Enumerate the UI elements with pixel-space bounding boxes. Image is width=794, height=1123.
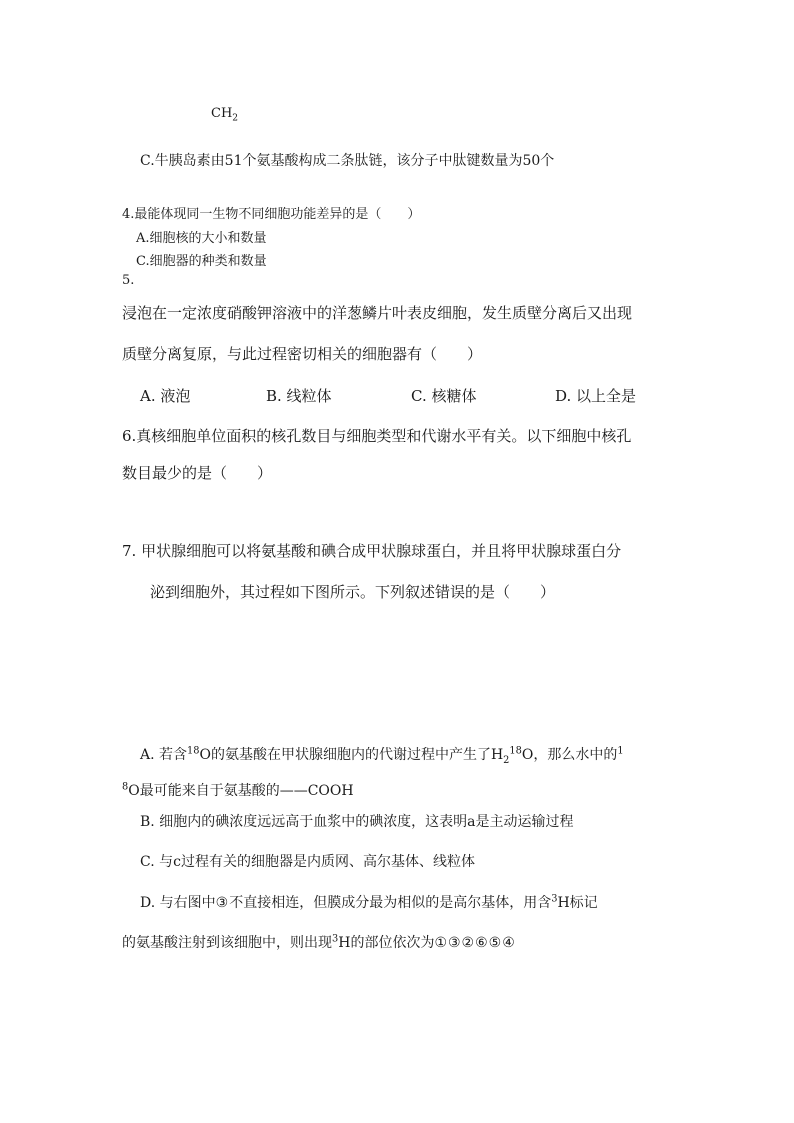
q3-option-c: C.牛胰岛素由51个氨基酸构成二条肽链，该分子中肽键数量为50个 [140, 153, 555, 169]
q7-option-a-text4: O最可能来自于氨基酸的——COOH [128, 783, 354, 799]
q7-option-a-line1 [140, 744, 624, 766]
water-subscript: 2 [503, 754, 510, 766]
q5-option-a: A. 液泡 [140, 387, 191, 405]
q5-stem-line2: 质壁分离复原，与此过程密切相关的细胞器有（ ） [122, 345, 483, 363]
formula-base: CH [211, 106, 233, 121]
q7-option-d-line1 [140, 892, 598, 912]
q7-option-c: C. 与c过程有关的细胞器是内质网、高尔基体、线粒体 [140, 854, 475, 870]
isotope-sup: 18 [187, 745, 200, 757]
q7-option-d-text5: H的部位依次为 [338, 935, 435, 951]
circled-number: ③ [215, 895, 230, 911]
q7-option-d-text4: 的氨基酸注射到该细胞中，则出现 [122, 935, 332, 951]
q7-option-d-text3: H标记 [557, 895, 598, 911]
q7-stem-line2: 泌到细胞外，其过程如下图所示。下列叙述错误的是（ ） [150, 583, 556, 601]
q5-option-d: D. 以上全是 [555, 387, 637, 405]
q4-option-a: A.细胞核的大小和数量 [136, 231, 267, 246]
circled-sequence: ①③②⑥⑤④ [434, 935, 516, 951]
q5-number: 5. [122, 273, 135, 288]
isotope-sup: 1 [617, 745, 624, 757]
q6-stem-line2: 数目最少的是（ ） [122, 464, 273, 482]
q4-stem: 4.最能体现同一生物不同细胞功能差异的是（ ） [122, 207, 421, 222]
q5-option-b: B. 线粒体 [266, 387, 332, 405]
q7-option-d-text1: D. 与右图中 [140, 895, 216, 911]
q7-option-a-text3: O，那么水中的 [521, 747, 618, 763]
isotope-sup: 8 [122, 781, 129, 793]
q5-option-c: C. 核糖体 [411, 387, 477, 405]
formula-ch2 [211, 106, 238, 124]
q7-option-a-line2 [122, 780, 354, 800]
q5-options [140, 385, 680, 407]
q5-stem-line1: 浸泡在一定浓度硝酸钾溶液中的洋葱鳞片叶表皮细胞，发生质壁分离后又出现 [122, 304, 633, 322]
q4-option-c: C.细胞器的种类和数量 [136, 254, 267, 269]
q7-stem-line1: 7. 甲状腺细胞可以将氨基酸和碘合成甲状腺球蛋白，并且将甲状腺球蛋白分 [122, 542, 622, 560]
q6-stem-line1: 6.真核细胞单位面积的核孔数目与细胞类型和代谢水平有关。以下细胞中核孔 [122, 427, 632, 445]
isotope-sup: 3 [332, 933, 339, 945]
q7-option-d-text2: 不直接相连，但膜成分最为相似的是高尔基体，用含 [229, 895, 552, 911]
formula-subscript: 2 [232, 113, 239, 124]
q7-option-d-line2 [122, 932, 516, 952]
q7-option-a-text1: A. 若含 [140, 747, 188, 763]
q7-option-a-text2: O的氨基酸在甲状腺细胞内的代谢过程中产生了H [199, 747, 504, 763]
isotope-sup: 3 [551, 893, 558, 905]
isotope-sup: 18 [509, 745, 522, 757]
q7-option-b: B. 细胞内的碘浓度远远高于血浆中的碘浓度，这表明a是主动运输过程 [140, 814, 574, 830]
